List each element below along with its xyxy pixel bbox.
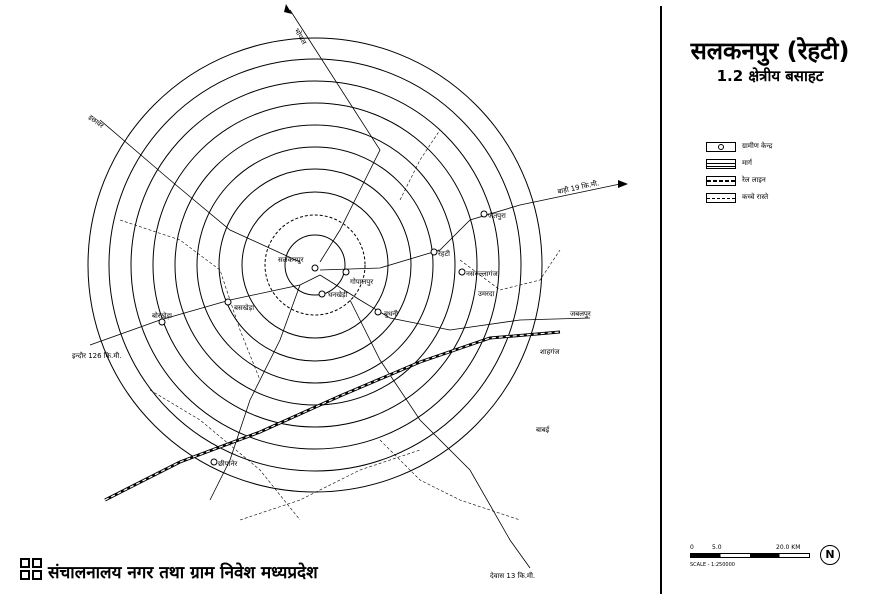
scale-end: 20.0 KM (776, 544, 801, 551)
legend-label: मार्ग (742, 159, 752, 167)
label-centre: सलकनपुर (278, 256, 304, 264)
scale-ratio: SCALE - 1:250000 (690, 562, 735, 568)
legend-label: ग्रामीण केन्द्र (742, 142, 773, 150)
label-ne-town: उमरदा (478, 290, 495, 298)
legend-row-track (706, 189, 856, 206)
label-west-road: इन्दौर 126 कि.मी. (72, 352, 122, 360)
map-title: सलकनपुर (रेहटी) (690, 37, 850, 65)
label-village-4: बुधनी (384, 310, 398, 318)
settlement-symbol-icon (706, 142, 736, 152)
label-town-east: शाहगंज (540, 348, 560, 356)
settlement-village-5 (459, 269, 465, 275)
legend-row-center (706, 138, 856, 155)
legend-row-road (706, 155, 856, 172)
label-village-2: बसखेड़ा (234, 304, 255, 312)
settlement-village-3 (319, 291, 325, 297)
settlement-village-6 (481, 211, 487, 217)
panel-divider (660, 6, 662, 594)
label-east-town: जबलपुर (570, 310, 591, 318)
scale-mid: 5.0 (712, 544, 722, 551)
settlement-centre (312, 265, 318, 271)
settlement-village-2 (225, 299, 231, 305)
road-arrows (284, 4, 628, 188)
track-symbol-icon (706, 193, 736, 203)
map-subtitle: 1.2 क्षेत्रीय बसाहट (716, 67, 824, 85)
label-north-road: भोपाल (292, 27, 308, 46)
settlement-village-7 (211, 459, 217, 465)
label-east-road: बाड़ी 19 कि.मी. (556, 179, 600, 196)
label-village-8: गोपालपुर (350, 278, 374, 286)
legend-row-rail (706, 172, 856, 189)
road-symbol-icon (706, 159, 736, 169)
railway (105, 332, 560, 500)
legend-label: कच्चे रास्ते (742, 193, 769, 201)
department-logo-icon (20, 558, 42, 580)
label-village-1: बोरखेड़ा (152, 312, 172, 320)
scale-bar (690, 544, 810, 574)
label-rehti: रेहटी (438, 250, 450, 258)
scale-bar-graphic (690, 553, 810, 558)
tracks (120, 130, 560, 520)
label-south-road: देवास 13 कि.मी. (490, 572, 536, 580)
railway-symbol-icon (706, 176, 736, 186)
label-village-5: नसरुल्लागंज (466, 270, 498, 278)
scale-start: 0 (690, 544, 694, 551)
label-village-3: धनखेड़ी (328, 291, 348, 299)
label-nw-road: इछावर (86, 113, 106, 130)
north-arrow-icon: N (820, 545, 840, 565)
label-village-6: जैतपुरा (488, 212, 506, 220)
footer-department-name: संचालनालय नगर तथा ग्राम निवेश मध्यप्रदेश (48, 563, 318, 583)
settlement-rehti (431, 249, 437, 255)
legend-label: रेल लाइन (742, 176, 766, 184)
label-town-se: बाबई (536, 426, 550, 434)
label-village-7: छीपानेर (218, 460, 238, 468)
settlement-village-4 (375, 309, 381, 315)
legend (706, 138, 856, 206)
map-labels (72, 27, 600, 581)
settlement-village-8 (343, 269, 349, 275)
